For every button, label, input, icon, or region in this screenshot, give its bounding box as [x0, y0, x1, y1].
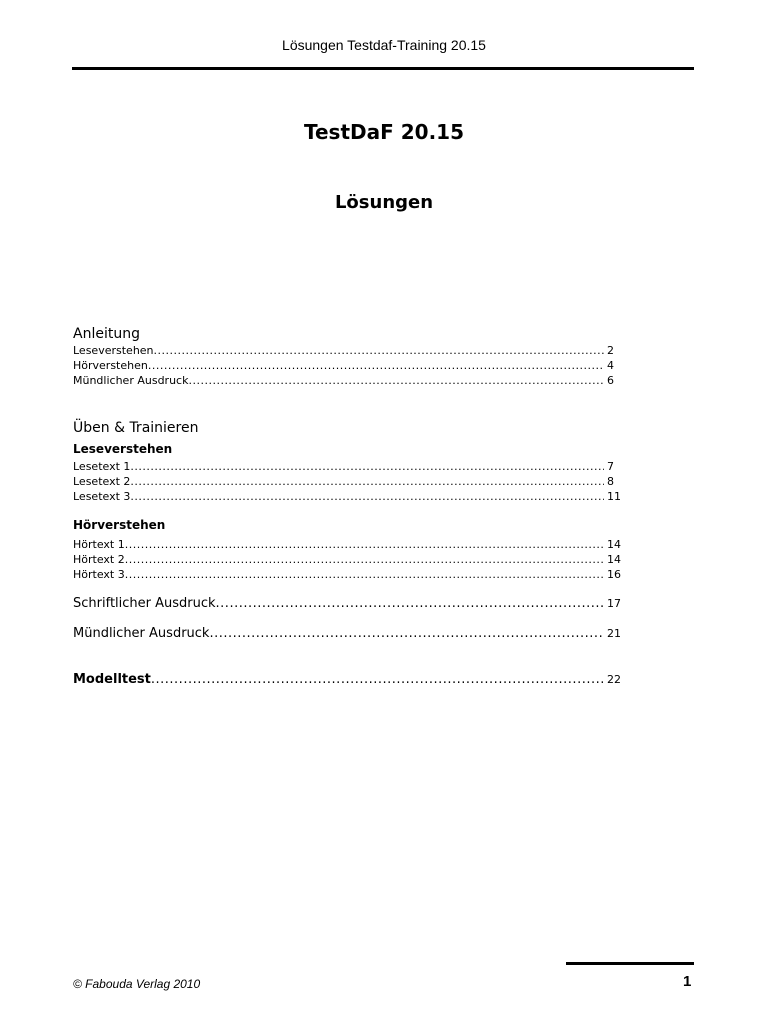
- toc-leader: [125, 567, 604, 582]
- toc-subheading-leseverstehen: Leseverstehen: [73, 442, 173, 456]
- toc-entry[interactable]: [73, 343, 633, 358]
- toc-heading-ueben: Üben & Trainieren: [73, 420, 199, 436]
- toc-entry-label: Mündlicher Ausdruck: [73, 626, 210, 641]
- toc-entry-page: 14: [607, 538, 621, 551]
- toc-entry-page: 21: [607, 627, 621, 640]
- toc-leader: [125, 537, 604, 552]
- footer-rule: [566, 962, 694, 965]
- toc-entry-label: Lesetext 2: [73, 475, 131, 488]
- toc-leader: [125, 552, 604, 567]
- toc-entry[interactable]: [73, 489, 633, 504]
- toc-entry-muendlicher-ausdruck[interactable]: [73, 625, 633, 643]
- toc-entry-page: 14: [607, 553, 621, 566]
- toc-entry[interactable]: [73, 459, 633, 474]
- toc-section-modelltest: [73, 671, 633, 689]
- toc-leader: [130, 459, 604, 474]
- toc-leader: [216, 595, 604, 613]
- toc-entry[interactable]: [73, 537, 633, 552]
- toc-leader: [188, 373, 604, 388]
- toc-entry-modelltest[interactable]: [73, 671, 633, 689]
- toc-entry-page: 11: [607, 490, 621, 503]
- toc-entry-label: Hörtext 2: [73, 553, 125, 566]
- toc-entry-label: Hörtext 1: [73, 538, 125, 551]
- toc-entry-page: 22: [607, 673, 621, 686]
- toc-entry-page: 7: [607, 460, 614, 473]
- toc-entry-page: 6: [607, 374, 614, 387]
- toc-entry-label: Lesetext 3: [73, 490, 131, 503]
- footer-page-number: 1: [683, 973, 692, 990]
- toc-section-ueben: [73, 419, 633, 504]
- toc-entry-label: Schriftlicher Ausdruck: [73, 596, 216, 611]
- toc-entry-page: 17: [607, 597, 621, 610]
- toc-entry-label: Mündlicher Ausdruck: [73, 374, 189, 387]
- toc-entry-page: 8: [607, 475, 614, 488]
- toc-leader: [151, 671, 604, 689]
- toc-entry[interactable]: [73, 552, 633, 567]
- toc-leader: [209, 625, 604, 643]
- toc-entry[interactable]: [73, 474, 633, 489]
- toc-entry-label: Hörverstehen: [73, 359, 148, 372]
- toc-entry-page: 16: [607, 568, 621, 581]
- toc-entry-schriftlicher-ausdruck[interactable]: [73, 595, 633, 613]
- toc-leader: [130, 474, 604, 489]
- toc-leader: [148, 358, 604, 373]
- toc-entry[interactable]: [73, 567, 633, 582]
- header-rule: [72, 67, 694, 70]
- document-title: TestDaF 20.15: [304, 120, 464, 144]
- toc-section-anleitung: [73, 325, 633, 388]
- document-subtitle: Lösungen: [334, 192, 434, 213]
- toc-entry-page: 4: [607, 359, 614, 372]
- toc-entry[interactable]: [73, 373, 633, 388]
- toc-section-schriftlich: [73, 595, 633, 613]
- toc-leader: [130, 489, 604, 504]
- toc-entry-label: Lesetext 1: [73, 460, 131, 473]
- toc-entry-page: 2: [607, 344, 614, 357]
- toc-entry-label: Leseverstehen: [73, 344, 154, 357]
- footer-copyright: © Fabouda Verlag 2010: [73, 977, 201, 991]
- toc-entry-label: Hörtext 3: [73, 568, 125, 581]
- running-header: Lösungen Testdaf-Training 20.15: [282, 37, 486, 53]
- toc-subheading-hoerverstehen: Hörverstehen: [73, 518, 166, 532]
- toc-leader: [154, 343, 604, 358]
- toc-heading-anleitung: Anleitung: [73, 326, 140, 342]
- toc-entry-label: Modelltest: [73, 672, 151, 687]
- toc-section-hoerverstehen: [73, 517, 633, 582]
- toc-entry[interactable]: [73, 358, 633, 373]
- toc-section-muendlich: [73, 625, 633, 643]
